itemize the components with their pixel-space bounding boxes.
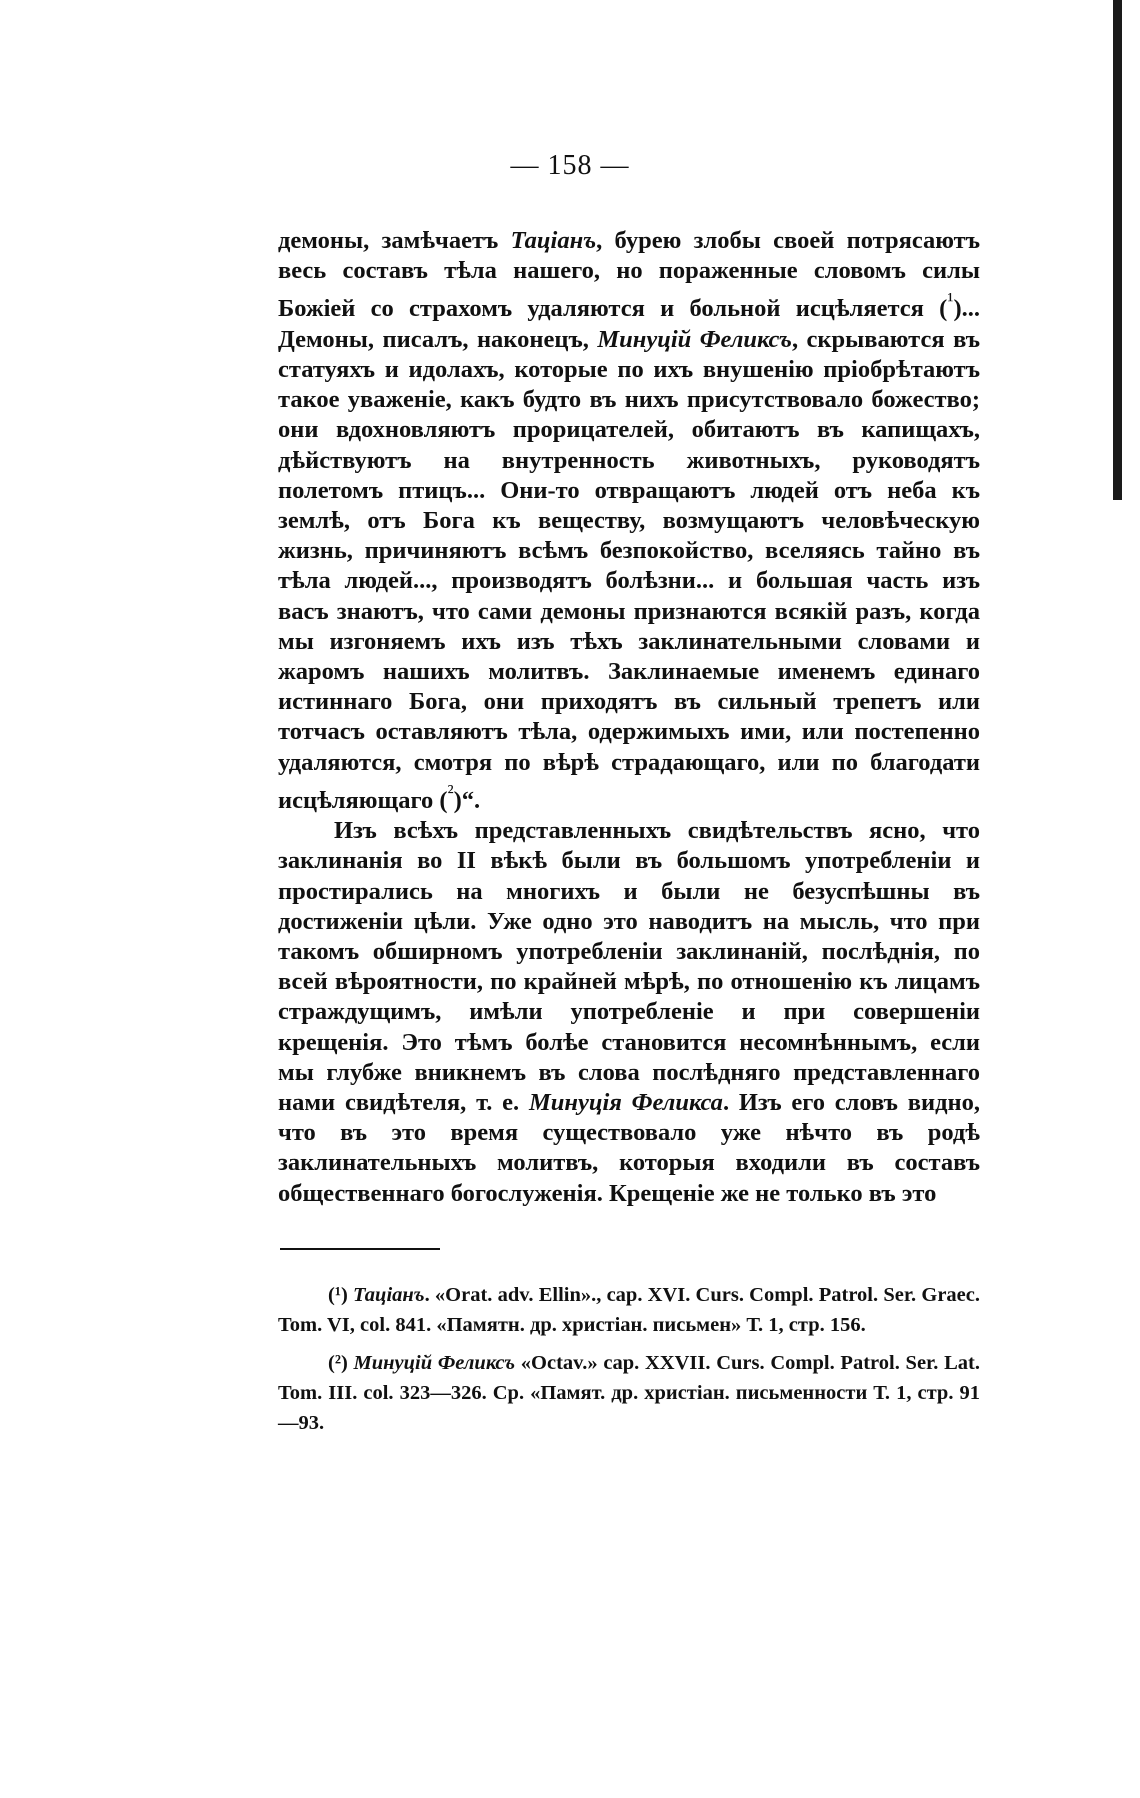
footnote-author: Тацiанъ <box>353 1284 425 1306</box>
footnote-text: «Octav.» cap. XXVII. Curs. Compl. Patrol. Ser. Lat. Tom. III. col. 323—326. Ср. «Памят. др. христiан. письменности Т. 1, стр. 91—93. <box>278 1352 980 1434</box>
paragraph-2 <box>278 816 980 1209</box>
main-text <box>278 226 980 1209</box>
footnote-mark: (¹) <box>328 1284 348 1306</box>
author-name: Тацiанъ <box>510 227 597 254</box>
author-name: Минуцiя Феликса <box>528 1089 723 1116</box>
text-run: . Изъ его словъ видно, что въ это время существовало уже нѣчто въ родѣ заклинательныхъ молитвъ, которыя входили въ составъ общественнаго богослуженiя. Крещенiе же не только въ это <box>278 1089 980 1207</box>
text-run: , бурею злобы своей потрясаютъ весь составъ тѣла нашего, но пораженные словомъ силы Божiей со страхомъ удаляются и больной исцѣляется ( <box>278 227 981 323</box>
footnotes <box>278 1280 980 1446</box>
text-run: , скрываются въ статуяхъ и идолахъ, которые по ихъ внушенiю прiобрѣтаютъ такое уваженiе, какъ будто въ нихъ присутствовало божество; они вдохновляютъ прорицателей, обитаютъ въ капищахъ, дѣйствуютъ на внутренность животныхъ, руководятъ полетомъ птицъ... Они-то отвращаютъ людей отъ неба къ землѣ, отъ Бога къ веществу, возмущаютъ человѣческую жизнь, причиняютъ всѣмъ безпокойство, вселяясь тайно въ тѣла людей..., производятъ болѣзни... и большая часть изъ васъ знаютъ, что сами демоны признаются всякiй разъ, когда мы изгоняемъ ихъ изъ тѣхъ заклинательными словами и жаромъ нашихъ молитвъ. Заклинаемые именемъ единаго истиннаго Бога, они приходятъ въ сильный трепетъ или тотчасъ оставляютъ тѣла, одержимыхъ ими, или постепенно удаляются, смотря по вѣрѣ страдающаго, или по благодати исцѣляющаго ( <box>278 325 980 814</box>
text-run: Изъ всѣхъ представленныхъ свидѣтельствъ ясно, что заклинанiя во II вѣкѣ были въ большомъ употребленiи и простирались на многихъ и были не безуспѣшны въ достиженiи цѣли. Уже одно это наводитъ на мысль, что при такомъ обширномъ употребленiи заклинанiй, послѣднiя, по всей вѣроятности, по крайней мѣрѣ, по отношенiю къ лицамъ страждущимъ, имѣли употребленiе и при совершенiи крещенiя. Это тѣмъ болѣе становится несомнѣннымъ, если мы глубже вникнемъ въ слова послѣдняго представленнаго нами свидѣтеля, т. е. <box>278 817 980 1116</box>
paragraph-1 <box>278 226 980 816</box>
text-run: демоны, замѣчаетъ <box>278 227 511 254</box>
footnote-ref: ² <box>447 781 454 804</box>
page-number: — 158 — <box>510 150 630 181</box>
text-run: )... Демоны, писалъ, наконецъ, <box>278 295 980 353</box>
author-name: Минуцiй Феликсъ <box>597 325 792 353</box>
footnote-1 <box>278 1280 980 1340</box>
text-run: )“. <box>453 786 481 814</box>
footnote-author: Минуцiй Феликсъ <box>353 1352 516 1374</box>
footnote-2 <box>278 1348 980 1438</box>
footnote-mark: (²) <box>328 1352 348 1374</box>
footnote-ref: ¹ <box>947 290 954 313</box>
footnote-separator <box>280 1248 440 1250</box>
footnote-text: . «Orat. adv. Ellin»., cap. XVI. Curs. Compl. Patrol. Ser. Graec. Tom. VI, col. 841. «Памятн. др. христiан. письмен» Т. 1, стр. 156. <box>278 1284 980 1336</box>
page-edge-shadow <box>1113 0 1122 500</box>
